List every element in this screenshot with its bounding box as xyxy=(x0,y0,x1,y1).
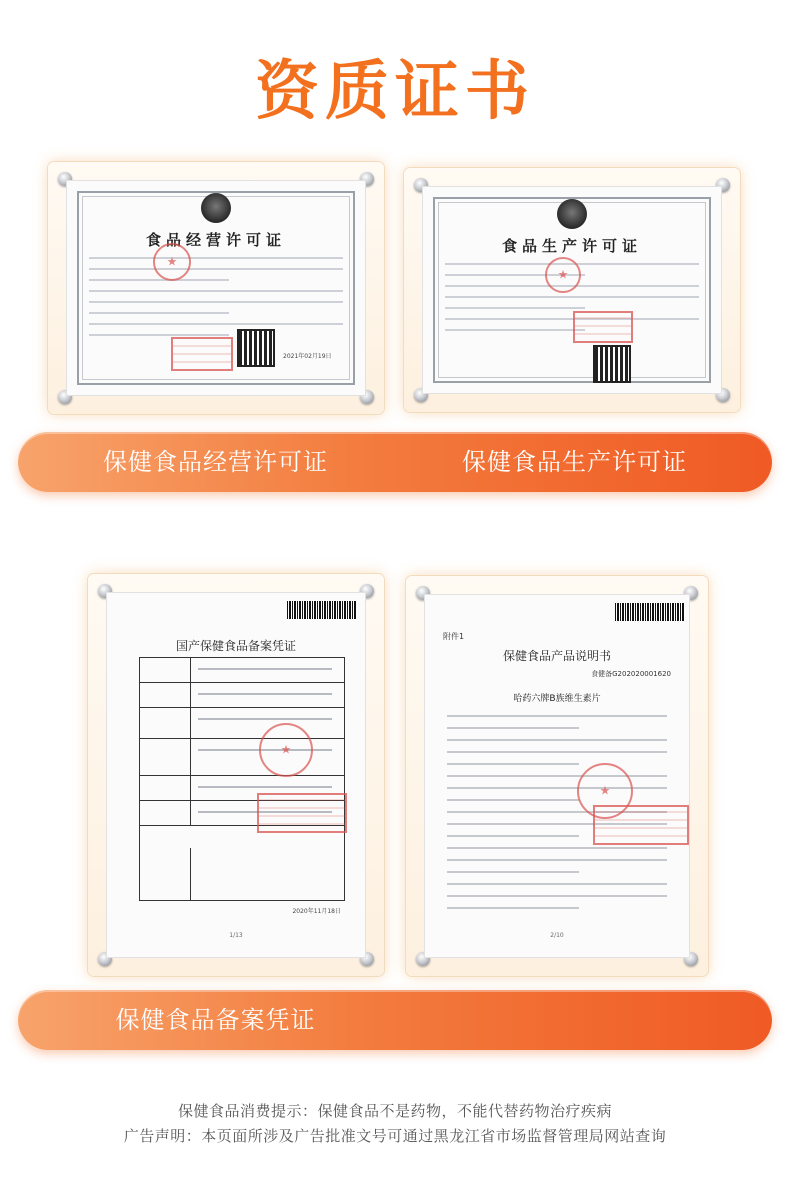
qr-code-icon xyxy=(237,329,275,367)
qr-code-icon xyxy=(593,345,631,383)
copy-stamp xyxy=(573,311,633,343)
food-business-license-frame xyxy=(48,162,384,414)
barcode-icon xyxy=(287,601,357,619)
copy-stamp xyxy=(593,805,689,845)
product-manual-frame xyxy=(406,576,708,976)
product-manual-image xyxy=(424,594,690,958)
record-date: 2020年11月18日 xyxy=(292,908,341,915)
food-production-license-frame xyxy=(404,168,740,412)
record-certificate-title: 国产保健食品备案凭证 xyxy=(175,639,296,653)
record-page-number: 1/13 xyxy=(229,932,243,939)
ad-statement: 广告声明：本页面所涉及广告批准文号可通过黑龙江省市场监督管理局网站查询 xyxy=(123,1127,667,1145)
copy-stamp xyxy=(171,337,233,371)
copy-stamp xyxy=(257,793,347,833)
official-seal-icon xyxy=(259,723,313,777)
food-business-license-image xyxy=(66,180,366,396)
label-food-business-license: 保健食品经营许可证 xyxy=(103,448,328,476)
barcode-icon xyxy=(615,603,685,621)
national-emblem-icon xyxy=(557,199,587,229)
manual-attachment-label: 附件1 xyxy=(443,632,465,641)
license-labels-bar xyxy=(18,432,772,492)
official-seal-icon xyxy=(153,243,191,281)
license-date: 2021年02月19日 xyxy=(283,353,332,360)
national-emblem-icon xyxy=(201,193,231,223)
manual-page-number: 2/10 xyxy=(550,932,564,939)
label-record-certificate: 保健食品备案凭证 xyxy=(115,1006,316,1034)
consumer-notice: 保健食品消费提示：保健食品不是药物，不能代替药物治疗疾病 xyxy=(177,1102,612,1120)
food-production-license-image xyxy=(422,186,722,394)
official-seal-icon xyxy=(545,257,581,293)
manual-record-number: 食健备G202020001620 xyxy=(591,670,671,678)
record-table xyxy=(139,657,345,901)
record-certificate-frame xyxy=(88,574,384,976)
page-title: 资质证书 xyxy=(255,55,535,129)
food-business-license-title: 食品经营许可证 xyxy=(145,231,286,249)
record-labels-bar xyxy=(18,990,772,1050)
manual-product-name: 哈药六牌B族维生素片 xyxy=(513,694,601,704)
product-manual-title: 保健食品产品说明书 xyxy=(502,649,611,663)
record-certificate-image xyxy=(106,592,366,958)
label-food-production-license: 保健食品生产许可证 xyxy=(462,448,687,476)
food-production-license-title: 食品生产许可证 xyxy=(501,237,642,255)
